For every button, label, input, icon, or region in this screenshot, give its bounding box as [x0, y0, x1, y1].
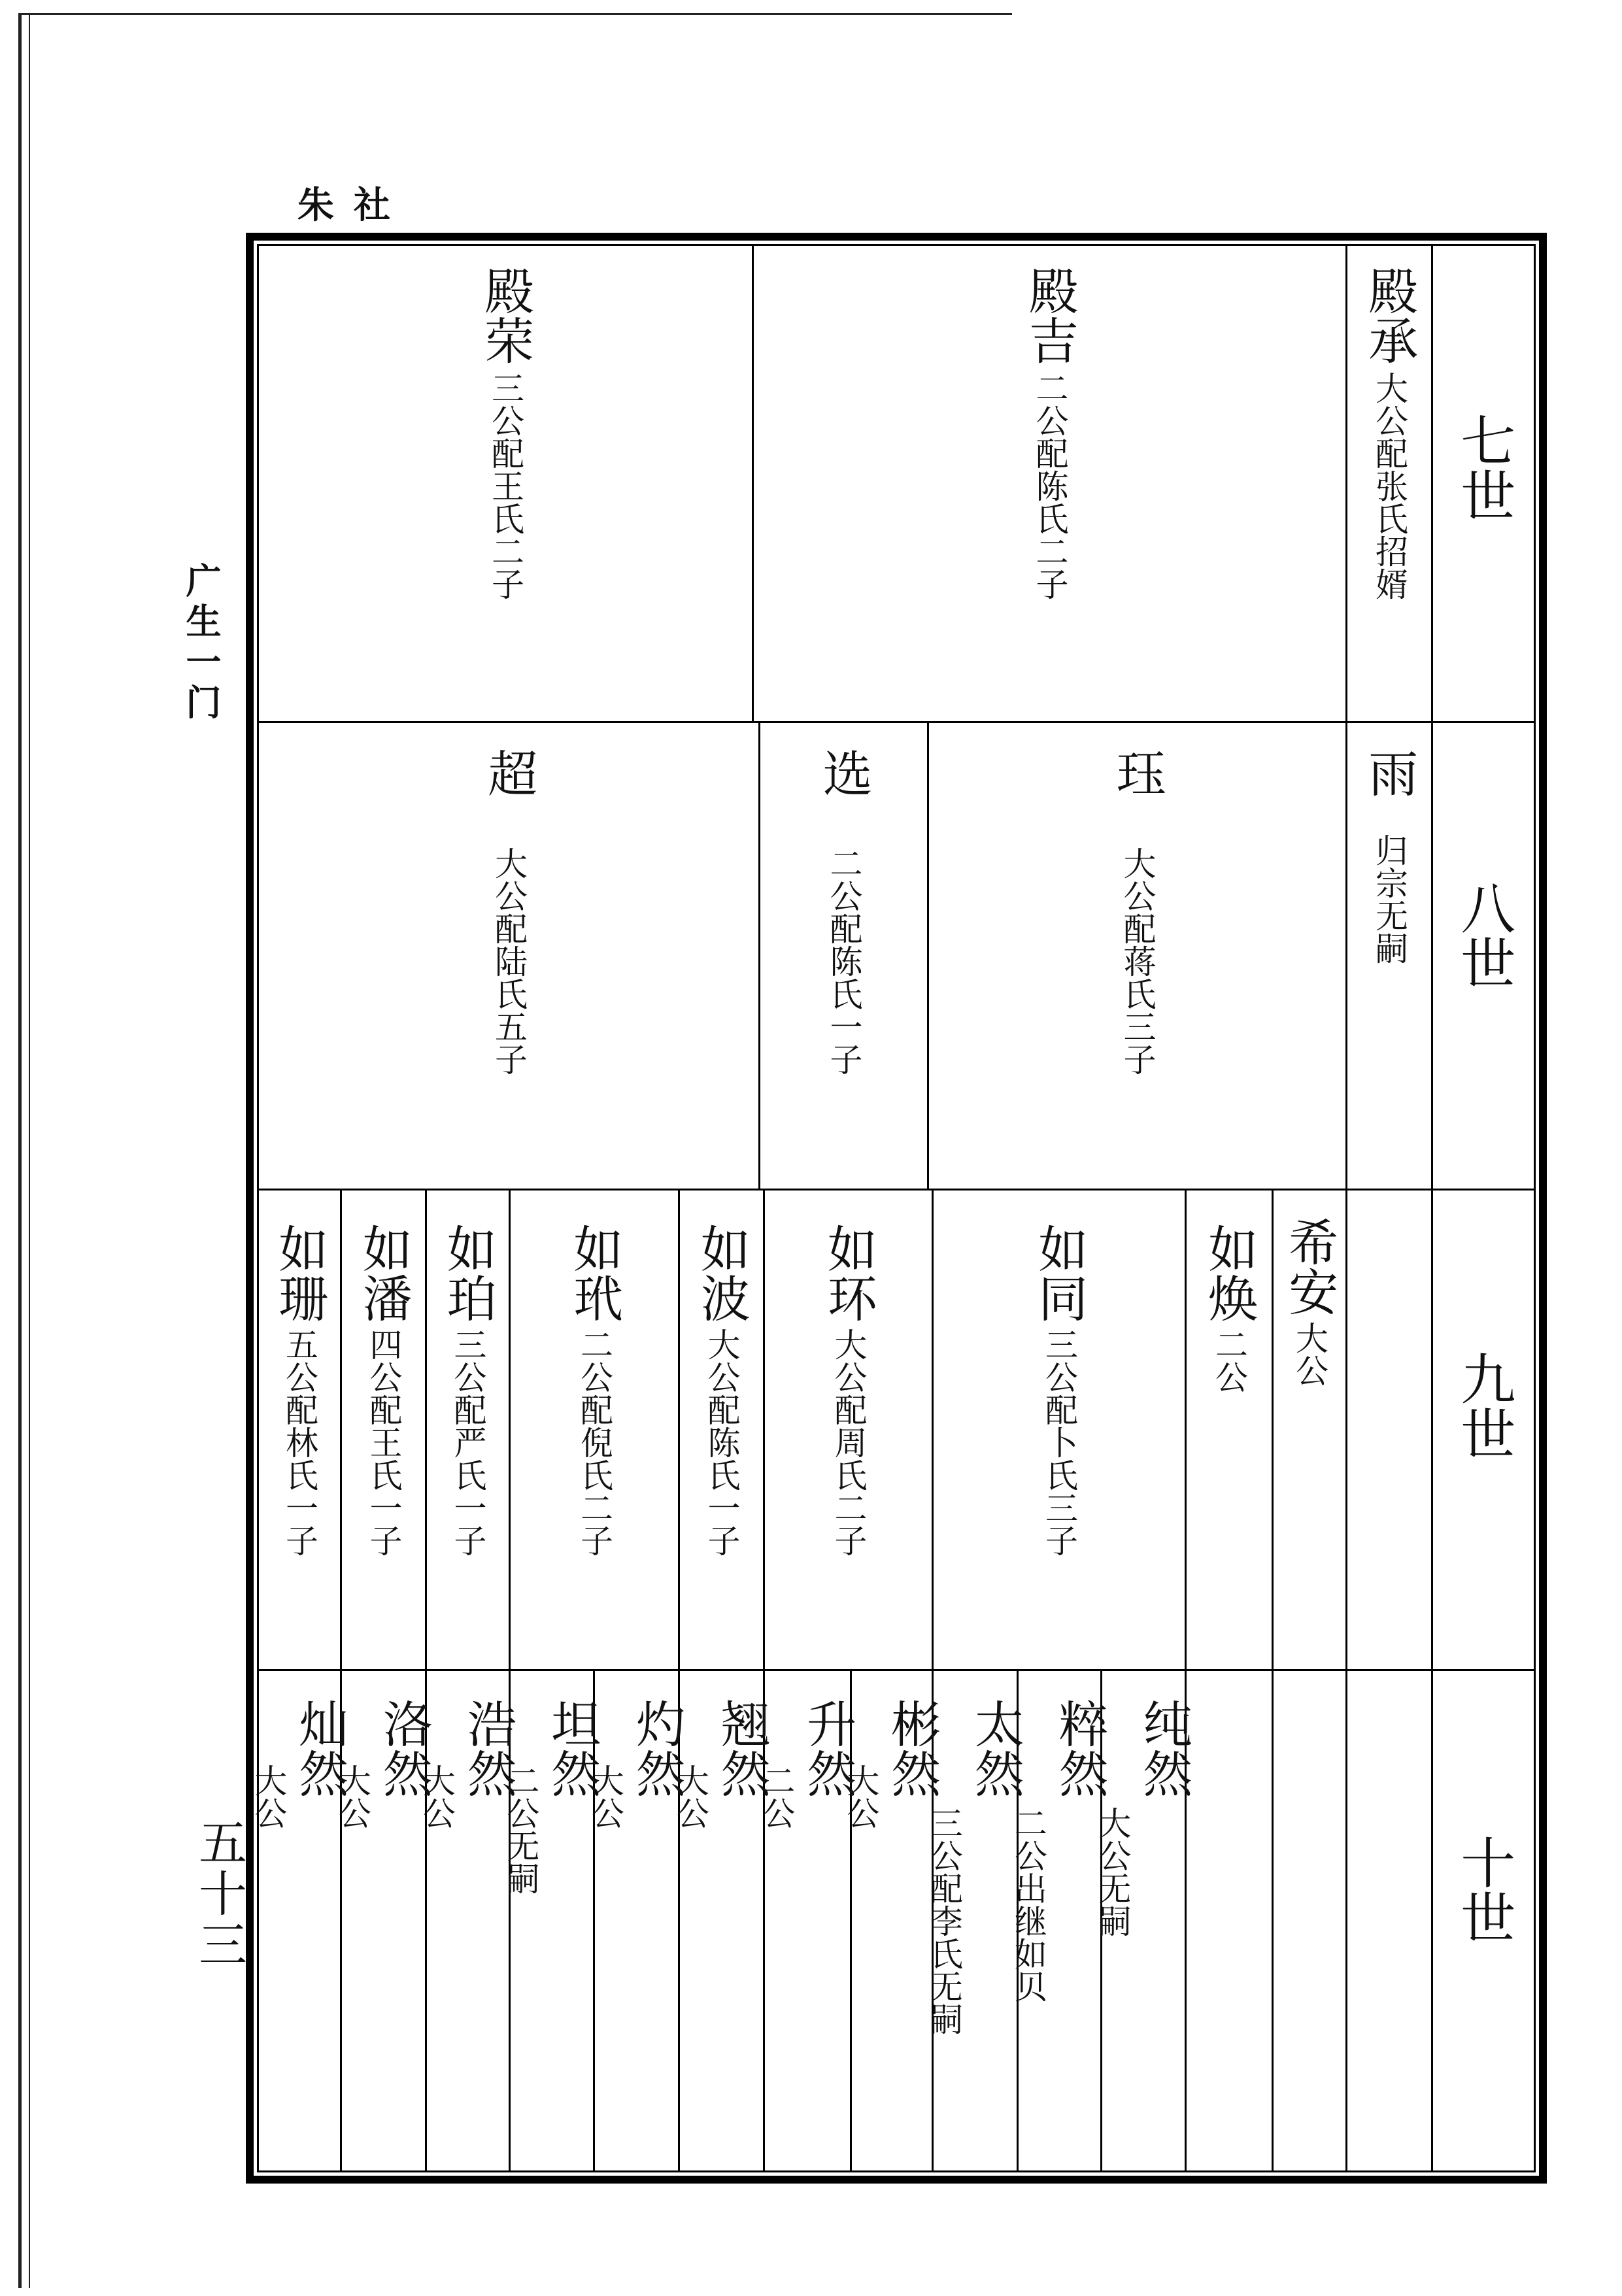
generation-label: 八世: [1451, 880, 1516, 990]
person-entry: 雨 归宗无嗣: [1360, 748, 1419, 964]
page-border-left: [18, 13, 22, 2288]
person-entry: 浩然 大公: [417, 1698, 518, 1829]
person-entry: 如同 三公配卜氏三子: [1030, 1223, 1089, 1557]
person-entry: 如珀 三公配严氏一子: [439, 1223, 498, 1557]
person-entry: 殿荣 三公配王氏二子: [476, 265, 535, 600]
branch-label: 广生一门: [180, 562, 222, 724]
generation-label: 十世: [1451, 1834, 1516, 1944]
person-entry: 太然 三公配李氏无嗣: [924, 1698, 1025, 2035]
person-entry: 殿吉 二公配陈氏二子: [1021, 265, 1079, 600]
page-number: 五十三: [191, 1817, 247, 1970]
surname-heading: 朱社: [297, 184, 410, 227]
person-entry: 如玳 二公配倪氏二子: [565, 1223, 624, 1557]
person-entry: 升然 二公: [757, 1698, 857, 1829]
person-entry: 如珊 五公配林氏一子: [270, 1223, 329, 1557]
person-entry: 超 大公配陆氏五子: [479, 748, 538, 1075]
page-border-top: [18, 13, 1012, 15]
generation-label: 七世: [1451, 413, 1516, 522]
person-entry: 如环 大公配周氏二子: [819, 1223, 878, 1557]
person-entry: 珏 大公配蒋氏三子: [1108, 748, 1167, 1075]
person-entry: 殿承 大公配张氏招婿: [1360, 265, 1419, 600]
person-entry: 纯然 大公无嗣: [1093, 1698, 1193, 1937]
person-entry: 希安 大公: [1280, 1217, 1339, 1387]
page-border-left-inner: [29, 13, 30, 2288]
generation-label: 九世: [1451, 1351, 1516, 1460]
person-entry: 灼然 大公: [586, 1698, 686, 1829]
person-entry: 粹然 二公出继如贝: [1009, 1698, 1109, 2002]
person-entry: 彬然 大公: [841, 1698, 941, 1829]
cell-divider: [1345, 1189, 1347, 2172]
person-entry: 如潘 四公配王氏一子: [354, 1223, 413, 1557]
person-entry: 坦然 二公无嗣: [501, 1698, 601, 1895]
person-entry: 灿然 大公: [249, 1698, 349, 1829]
person-entry: 如焕 二公: [1200, 1223, 1259, 1393]
person-entry: 选 二公配陈氏一子: [815, 748, 873, 1075]
person-entry: 如波 大公配陈氏一子: [692, 1223, 751, 1557]
person-entry: 洛然 大公: [333, 1698, 433, 1829]
person-entry: 翘然 大公: [671, 1698, 771, 1829]
